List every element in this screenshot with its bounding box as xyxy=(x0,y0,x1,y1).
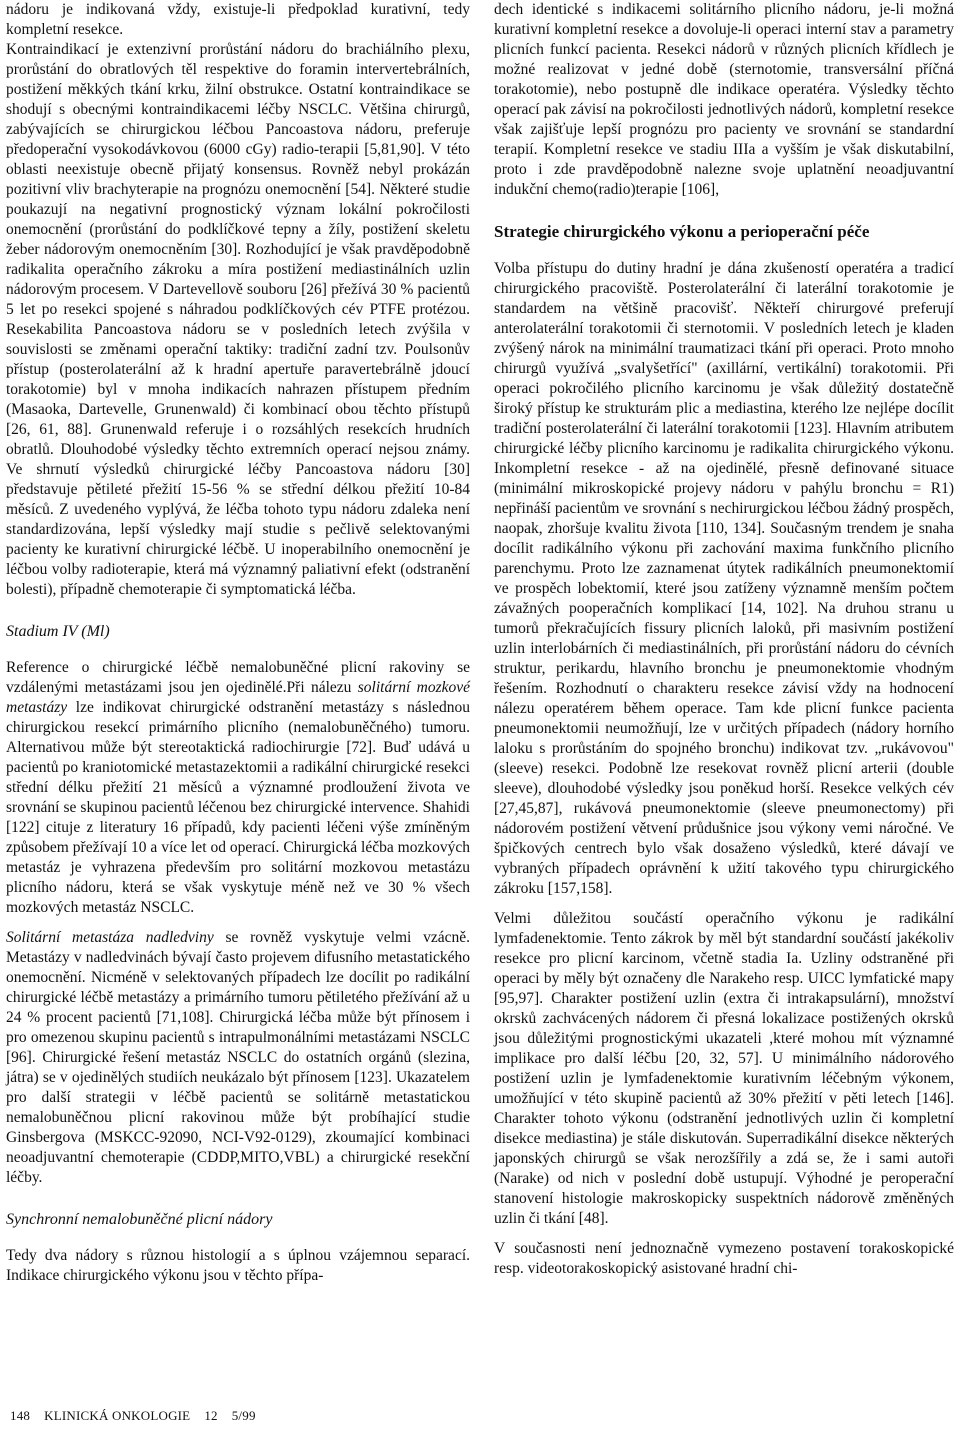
journal-issue: 5/99 xyxy=(231,1408,256,1423)
page-footer xyxy=(10,1408,270,1424)
page-number: 148 xyxy=(10,1408,31,1423)
left-paragraph-3 xyxy=(6,658,470,918)
journal-volume: 12 xyxy=(204,1408,218,1423)
left-paragraph-1: nádoru je indikovaná vždy, existuje-li předpoklad kurativní, tedy kompletní resekce. xyxy=(6,1,470,38)
section-heading-stadium-iv: Stadium IV (Ml) xyxy=(6,623,110,640)
left-paragraph-4-italic: Solitární metastáza nadledviny xyxy=(6,929,214,946)
left-paragraph-3-text-b: lze indikovat chirurgické odstranění metastázy s následnou chirurgickou resekcí primárního plicního (nemalobuněčného) tumoru. Alternativou může být stereotaktická radiochirurgie [72]. Buď udává u pacientů po kraniotomické metastazektomii a radikální chirurgické resekci střední délku přežití 21 měsíců a významné prodloužení života ve srovnání se skupinou pacientů léčenou bez chirurgické intervence. Shahidi [122] cituje z literatury 16 případů, kdy pacienti léčeni výše zmíněným způsobem přežívají 10 a více let od operací. Chirurgická léčba mozkových metastáz je vyhrazena především pro solitární mozkovou metastázu plicního nádoru, která se však vyskytuje méně než ve 30 % všech mozkových metastáz NSCLC. xyxy=(6,699,470,916)
journal-name: KLINICKÁ ONKOLOGIE xyxy=(44,1408,191,1423)
left-paragraph-4-text: se rovněž vyskytuje velmi vzácně. Metastázy v nadledvinách bývají často projevem difusního metastatického onemocnění. Nicméně v selektovaných případech lze docílit po radikální chirurgické léčbě metastázy a primárního tumoru pětiletého přežívání až u 24 % procent pacientů [71,108]. Chirurgická léčba může být přínosem i pro omezenou skupinu pacientů s intrapulmonálními metastázami NSCLC [96]. Chirurgické řešení metastáz NSCLC do ostatních orgánů (slezina, játra) se v ojedinělých studiích neukázalo být přínosem [123]. Ukazatelem pro další strategii v léčbě pacientů se solitárně metastatickou nemalobuněčnou plicní rakovinou může být probíhající studie Ginsbergova (MSKCC-92090, NCI-V92-0129), zkoumající kombinaci neoadjuvantní chemoterapie (CDDP,MITO,VBL) a chirurgické resekční léčby. xyxy=(6,929,470,1186)
right-paragraph-3: Velmi důležitou součástí operačního výkonu je radikální lymfadenektomie. Tento zákrok by měl být standardní součástí jakékoliv resekce pro plicní karcinom, včetně stadia Ia. Uzliny odstraněné při operaci by měly být označeny dle Narakeho resp. UICC lymfatické mapy [95,97]. Charakter postižení uzlin (extra či intrakapsulární), množství okrsků zachvácených nádorem či přesná lokalizace postižených okrsků jsou důležitými prognostickými ukazateli ,které mohou mít významné implikace pro další léčbu [20, 32, 57]. U minimálního nádorového postižení uzlin je lymfadenektomie kurativním léčebným výkonem, umožňující v této skupině pacientů až 30% přežití v pěti letech [146]. Charakter tohoto výkonu (odstranění jednotlivých uzlin či kompletní disekce mediastina) je stále diskutován. Superradikální disekce některých japonských chirurgů se však nerozšířily a zdá se, že i sami autoři (Narake) od nich v poslední době ustupují. Výhodné je peroperační stanovení histologie makroskopicky suspektních nádorově změněných uzlin či tkání [48]. xyxy=(494,910,954,1227)
left-column xyxy=(6,0,470,1286)
left-paragraph-4 xyxy=(6,928,470,1188)
right-paragraph-1: dech identické s indikacemi solitárního plicního nádoru, je-li možná kurativní kompletní resekce a dovoluje-li operaci interní stav a parametry plicních funkcí pacienta. Resekci nádorů v různých plicních křídlech je možné realizovat v jedné době (sternotomie, transversální příčná torakotomie), nebo postupně dle indikace operatéra. Výsledky těchto operací pak závisí na pokročilosti jednotlivých nádorů, kompletní resekce však zajišťuje lepší prognózu pro pacienty ve srovnání se standardní terapií. Kompletní resekce ve stadiu IIIa a vyšším je však diskutabilní, proto i zde pravděpodobně nalezne svoje uplatnění neoadjuvantní indukční chemo(radio)terapie [106], xyxy=(494,1,954,198)
left-paragraph-2: Kontraindikací je extenzivní prorůstání nádoru do brachiálního plexu, prorůstání do obratlových těl respektive do foramin intervertebrálních, postižení měkkých tkání krku, žilní obstrukce. Ostatní kontraindikace se shodují s obecnými kontraindikacemi léčby NSCLC. Většina chirurgů, zabývajících se chirurgickou léčbou Pancoastova nádoru, preferuje předoperační vysokodávkovou (6000 cGy) radio-terapii [5,81,90]. V této oblasti neexistuje obecně přijatý konsensus. Rovněž nebyl prokázán pozitivní vliv brachyterapie na prognózu onemocnění [54]. Některé studie poukazují na negativní prognostický význam lokální pokročilosti onemocnění (prorůstání do podklíčkové tepny a žíly, postižení skeletu žeber nádorovým onemocněním [30]. Rozhodující je však pravděpodobně radikalita operačního zákroku a míra postižení mediastinálních uzlin nádorovým procesem. V Dartevellově souboru [26] přežívá 30 % pacientů 5 let po resekci spojené s náhradou podklíčkových cév PTFE protézou. Resekabilita Pancoastova nádoru se v posledních letech zvýšila v souvislosti se změnami operační taktiky: tradiční zadní tzv. Poulsonův přístup (posterolaterální až k hradní apertuře paravertebrálně jdoucí torakotomie) byl v mnoha indikacích nahrazen přístupem předním (Masaoka, Dartevelle, Grunenwald) či kombinací obou těchto přístupů [26, 61, 88]. Grunenwald referuje i o rozsáhlých resekcích hrudních obratlů. Dlouhodobé výsledky těchto extremních operací nejsou známy. Ve shrnutí výsledků chirurgické léčby Pancoastova nádoru [30] představuje pětileté přežití 15-56 % se střední délkou přežití 10-84 měsíců. Z uvedeného vyplývá, že léčba tohoto typu nádoru zdaleka není standardizována, lepší výsledky mají studie s pečlivě selektovanými pacienty ke kurativní chirurgické léčbě. U inoperabilního onemocnění je léčbou volby radioterapie, která má významný paliativní efekt (odstranění bolesti), případně chemoterapie či symptomatická léčba. xyxy=(6,41,470,598)
section-heading-synchronni: Synchronní nemalobuněčné plicní nádory xyxy=(6,1211,273,1228)
left-paragraph-3-text-a: Reference o chirurgické léčbě nemalobuněčné plicní rakoviny se vzdálenými metastázami jsou jen ojedinělé.Při nálezu xyxy=(6,659,470,696)
left-paragraph-5: Tedy dva nádory s různou histologií a s úplnou vzájemnou separací. Indikace chirurgického výkonu jsou v těchto přípa- xyxy=(6,1247,470,1284)
right-paragraph-4: V současnosti není jednoznačně vymezeno postavení torakoskopické resp. videotorakoskopický asistované hradní chi- xyxy=(494,1240,954,1277)
right-paragraph-2: Volba přístupu do dutiny hradní je dána zkušeností operatéra a tradicí chirurgického pracoviště. Posterolaterální či laterální torakotomie je standardem na většině pracovišť. Někteří chirurgové preferují anterolaterální torakotomii či sternotomii. V posledních letech je kladen zvýšený nárok na minimální traumatizaci tkání při operaci. Proto mnoho chirurgů využívá „svalyšetřící" (axillární, vertikální) torakotomii. Při operaci pokročilého plicního karcinomu je však důležitý dostatečně široký přístup ke strukturám plic a mediastina, kterého lze nejlépe docílit tradiční posterolaterální či laterální torakotomii [123]. Hlavním atributem chirurgické léčby plicního karcinomu je radikalita chirurgického výkonu. Inkompletní resekce - až na ojedinělé, přesně definované situace (minimální mikroskopické projevy nádoru v pahýlu bronchu = R1) nepřináší pacientům ve srovnání s nechirurgickou léčbou žádný prospěch, naopak, zhoršuje kvalitu života [110, 134]. Současným trendem je snaha docílit radikálního výkonu při zachování maxima funkčního plicního parenchymu. Proto lze zaznamenat útytek radikálních pneumonektomií ve prospěch lobektomií, které jsou zatíženy významně menším počtem závažných pooperačních komplikací [14, 102]. Na druhou stranu u tumorů překračujících fissury plicních laloků, při masivním postižení uzlin interlobárních či mediastinálních, při prorůstání nádoru do cévních struktur, perikardu, hlavního bronchu je pneumonektomie vhodným řešením. Rozhodnutí o charakteru resekce závisí vždy na hodnocení nálezu operatérem během operace. Tam kde plicní funkce pacienta pneumonektomii neumožňují, lze v určitých případech (nádory horního laloku s prorůstáním do spojného bronchu) indikovat tzv. „rukávovou" (sleeve) resekci. Podobně lze resekovat rovněž plicní arterii (double sleeve), dlouhodobé výsledky jsou poněkud horší. Resekce velkých cév [27,45,87], rukávová pneumonektomie (sleeve pneumonectomy) při nádorovém postižení větvení průdušnice jsou výkony vemi náročné. Ve špičkových centrech bylo však dosaženo výsledků, které dávají ve vybraných případech oprávnění k užití takového typu chirurgického zákroku [157,158]. xyxy=(494,260,954,897)
right-column xyxy=(494,0,954,1279)
section-heading-strategie: Strategie chirurgického výkonu a perioperační péče xyxy=(494,222,870,241)
left-paragraph-3-italic: solitární mozkové metastázy xyxy=(6,679,471,716)
